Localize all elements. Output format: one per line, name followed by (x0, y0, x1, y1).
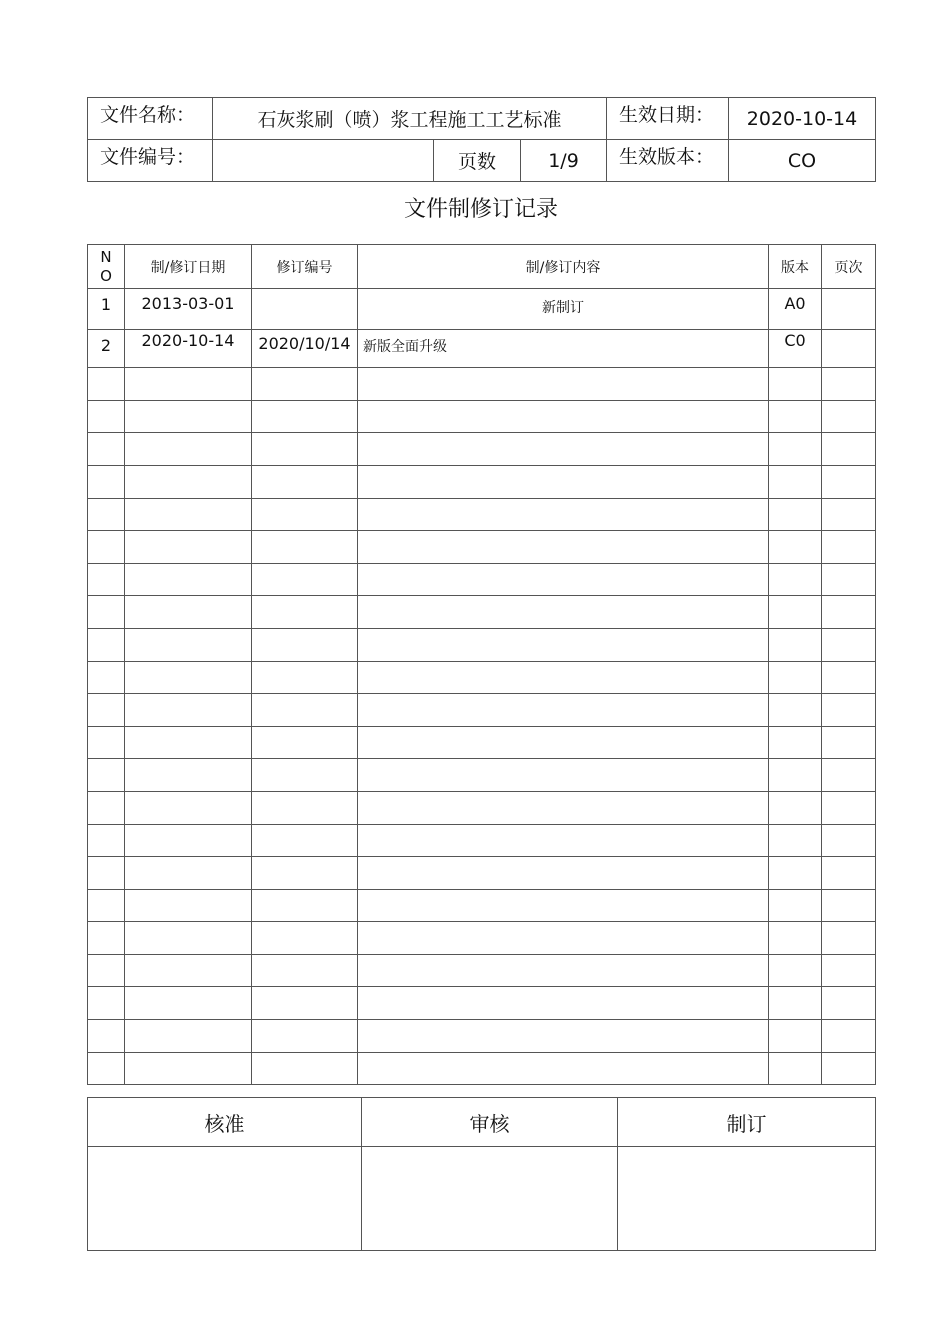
row-version (769, 661, 822, 694)
row-no (88, 465, 125, 498)
column-header-revision-number: 修订编号 (252, 245, 358, 289)
row-content (358, 563, 769, 596)
row-version (769, 922, 822, 955)
row-content (358, 498, 769, 531)
table-row-empty (88, 922, 876, 955)
row-version (769, 1020, 822, 1053)
row-content (358, 1052, 769, 1085)
row-no (88, 1052, 125, 1085)
row-date (125, 694, 252, 727)
row-pages (822, 759, 876, 792)
row-no (88, 531, 125, 564)
row-pages (822, 987, 876, 1020)
row-no: 1 (88, 289, 125, 330)
row-revision-number (252, 465, 358, 498)
table-row-empty (88, 433, 876, 466)
approve-label: 核准 (88, 1098, 362, 1147)
row-pages (822, 922, 876, 955)
column-header-no-line-2: O (100, 266, 112, 285)
row-pages (822, 791, 876, 824)
row-revision-number (252, 289, 358, 330)
row-version (769, 498, 822, 531)
row-content: 新制订 (358, 289, 769, 330)
row-no (88, 857, 125, 890)
row-date (125, 596, 252, 629)
table-row (88, 289, 876, 330)
row-pages (822, 596, 876, 629)
row-pages (822, 563, 876, 596)
row-revision-number (252, 726, 358, 759)
row-pages (822, 628, 876, 661)
row-no (88, 987, 125, 1020)
table-row-empty (88, 694, 876, 727)
table-row-empty (88, 824, 876, 857)
row-no (88, 433, 125, 466)
column-header-no-line-1: N (100, 247, 112, 266)
table-row-empty (88, 726, 876, 759)
row-revision-number (252, 922, 358, 955)
revision-log-body (88, 289, 876, 1085)
row-date (125, 726, 252, 759)
row-content (358, 433, 769, 466)
row-pages (822, 433, 876, 466)
row-version (769, 433, 822, 466)
row-version (769, 400, 822, 433)
row-version (769, 889, 822, 922)
row-revision-number (252, 1020, 358, 1053)
row-date: 2020-10-14 (125, 329, 252, 368)
review-signature-field[interactable] (362, 1147, 618, 1251)
row-content (358, 791, 769, 824)
row-revision-number (252, 987, 358, 1020)
row-pages (822, 889, 876, 922)
column-header-no (88, 245, 125, 289)
page-count-label: 页数 (434, 140, 521, 182)
row-pages (822, 368, 876, 401)
file-name-label: 文件名称： (88, 98, 213, 140)
revision-log-header-row (88, 245, 876, 289)
row-version (769, 759, 822, 792)
table-row-empty (88, 791, 876, 824)
row-no (88, 954, 125, 987)
row-no (88, 824, 125, 857)
file-number-value (213, 140, 434, 182)
column-header-version: 版本 (769, 245, 822, 289)
row-date (125, 563, 252, 596)
row-date (125, 954, 252, 987)
row-date (125, 922, 252, 955)
row-revision-number (252, 531, 358, 564)
table-row-empty (88, 759, 876, 792)
row-content (358, 726, 769, 759)
effective-version-label: 生效版本： (607, 140, 729, 182)
row-content (358, 889, 769, 922)
row-revision-number-text: 2020/10/14 (258, 333, 351, 353)
column-header-pages: 页次 (822, 245, 876, 289)
effective-date-label: 生效日期： (607, 98, 729, 140)
row-date (125, 531, 252, 564)
row-version (769, 1052, 822, 1085)
row-date (125, 759, 252, 792)
row-content (358, 465, 769, 498)
row-version (769, 824, 822, 857)
row-pages (822, 726, 876, 759)
row-no (88, 400, 125, 433)
row-content (358, 1020, 769, 1053)
row-date (125, 400, 252, 433)
row-revision-number (252, 628, 358, 661)
row-date (125, 433, 252, 466)
row-content (358, 922, 769, 955)
table-row-empty (88, 987, 876, 1020)
approval-signature-row (88, 1147, 876, 1251)
row-no (88, 661, 125, 694)
prepare-label: 制订 (618, 1098, 876, 1147)
table-row (88, 329, 876, 368)
row-version (769, 987, 822, 1020)
row-version (769, 791, 822, 824)
row-version (769, 596, 822, 629)
row-revision-number-text (252, 289, 357, 322)
approval-table (87, 1097, 876, 1251)
row-date (125, 857, 252, 890)
row-no: 2 (88, 329, 125, 368)
table-row-empty (88, 498, 876, 531)
column-header-date: 制/修订日期 (125, 245, 252, 289)
row-no (88, 889, 125, 922)
row-version (769, 694, 822, 727)
row-content (358, 628, 769, 661)
row-pages (822, 954, 876, 987)
table-row-empty (88, 531, 876, 564)
row-content (358, 824, 769, 857)
table-row-empty (88, 661, 876, 694)
row-pages (822, 531, 876, 564)
row-content (358, 694, 769, 727)
row-pages (822, 857, 876, 890)
row-revision-number (252, 694, 358, 727)
row-content (358, 531, 769, 564)
row-pages (822, 824, 876, 857)
row-content (358, 857, 769, 890)
effective-date-value: 2020-10-14 (729, 98, 876, 140)
table-row-empty (88, 596, 876, 629)
row-revision-number (252, 1052, 358, 1085)
row-date (125, 1052, 252, 1085)
row-revision-number (252, 824, 358, 857)
table-row-empty (88, 1052, 876, 1085)
row-date (125, 987, 252, 1020)
row-date (125, 791, 252, 824)
table-row-empty (88, 465, 876, 498)
row-no (88, 759, 125, 792)
row-revision-number (252, 368, 358, 401)
row-no (88, 922, 125, 955)
row-pages (822, 1020, 876, 1053)
row-version (769, 857, 822, 890)
table-row-empty (88, 628, 876, 661)
row-version: C0 (769, 329, 822, 368)
header-row-2 (88, 140, 876, 182)
prepare-signature-field[interactable] (618, 1147, 876, 1251)
row-no (88, 726, 125, 759)
table-row-empty (88, 368, 876, 401)
row-date (125, 628, 252, 661)
row-content (358, 596, 769, 629)
table-row-empty (88, 954, 876, 987)
approve-signature-field[interactable] (88, 1147, 362, 1251)
file-name-value: 石灰浆刷（喷）浆工程施工工艺标准 (213, 98, 607, 140)
row-content (358, 954, 769, 987)
row-pages (822, 329, 876, 368)
row-date (125, 1020, 252, 1053)
row-revision-number (252, 954, 358, 987)
table-row-empty (88, 889, 876, 922)
row-version (769, 954, 822, 987)
row-date (125, 889, 252, 922)
column-header-content: 制/修订内容 (358, 245, 769, 289)
approval-header-row (88, 1098, 876, 1147)
row-content (358, 661, 769, 694)
row-revision-number (252, 329, 358, 368)
row-no (88, 791, 125, 824)
row-revision-number (252, 563, 358, 596)
row-no (88, 498, 125, 531)
row-content (358, 987, 769, 1020)
row-date (125, 661, 252, 694)
table-row-empty (88, 1020, 876, 1053)
row-content (358, 368, 769, 401)
file-number-label: 文件编号： (88, 140, 213, 182)
row-no (88, 628, 125, 661)
row-no (88, 563, 125, 596)
row-pages (822, 694, 876, 727)
row-pages (822, 400, 876, 433)
row-date (125, 465, 252, 498)
row-no (88, 694, 125, 727)
table-row-empty (88, 400, 876, 433)
row-revision-number (252, 400, 358, 433)
row-content (358, 759, 769, 792)
revision-log-table (87, 244, 876, 1085)
row-revision-number (252, 791, 358, 824)
row-pages (822, 465, 876, 498)
row-pages (822, 1052, 876, 1085)
row-version (769, 563, 822, 596)
row-revision-number (252, 759, 358, 792)
row-revision-number (252, 596, 358, 629)
row-revision-number (252, 857, 358, 890)
document-title: 文件制修订记录 (403, 197, 558, 222)
header-row-1 (88, 98, 876, 140)
row-revision-number (252, 889, 358, 922)
row-revision-number (252, 433, 358, 466)
row-no (88, 1020, 125, 1053)
row-version (769, 628, 822, 661)
row-date: 2013-03-01 (125, 289, 252, 330)
page-count-value: 1/9 (521, 140, 607, 182)
row-no (88, 596, 125, 629)
row-date (125, 498, 252, 531)
row-date (125, 824, 252, 857)
row-version (769, 465, 822, 498)
row-revision-number (252, 498, 358, 531)
row-pages (822, 661, 876, 694)
table-row-empty (88, 857, 876, 890)
row-version (769, 531, 822, 564)
row-revision-number (252, 661, 358, 694)
row-date (125, 368, 252, 401)
document-header-table (87, 97, 876, 182)
row-version (769, 368, 822, 401)
row-pages (822, 289, 876, 330)
row-content: 新版全面升级 (358, 329, 769, 368)
effective-version-value: CO (729, 140, 876, 182)
review-label: 审核 (362, 1098, 618, 1147)
table-row-empty (88, 563, 876, 596)
row-version (769, 726, 822, 759)
row-pages (822, 498, 876, 531)
row-content (358, 400, 769, 433)
row-no (88, 368, 125, 401)
row-version: A0 (769, 289, 822, 330)
